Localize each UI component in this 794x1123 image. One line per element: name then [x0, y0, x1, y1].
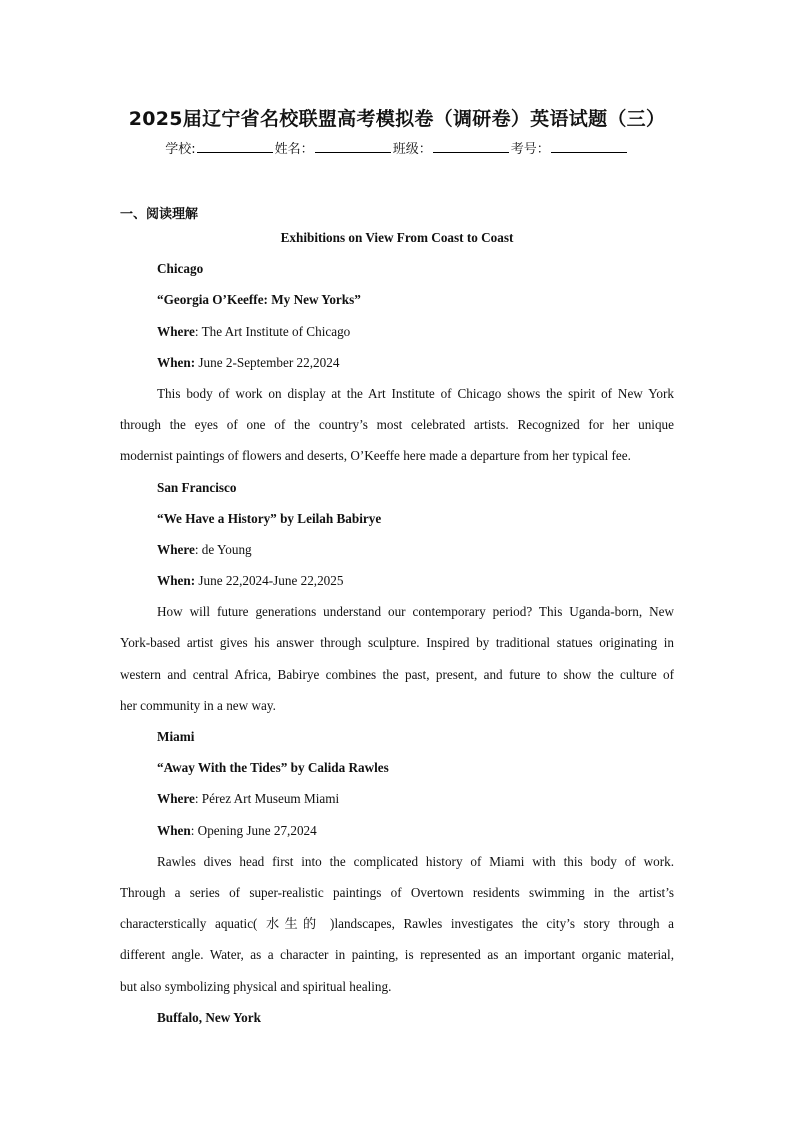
school-label: 学校: [165, 142, 196, 157]
exhibit-when [120, 565, 674, 596]
exhibit-city: Chicago [157, 261, 204, 277]
paragraph-line: modernist paintings of flowers and deserts, O’Keeffe here made a departure from her typical fee. [120, 448, 631, 464]
student-info-line [0, 138, 794, 157]
class-blank[interactable] [433, 140, 509, 153]
when-label: When: [157, 573, 196, 589]
exhibit-name: “Away With the Tides” by Calida Rawles [157, 760, 389, 776]
exhibit-when [120, 347, 674, 378]
exhibit-city: San Francisco [157, 479, 237, 495]
page-title: 2025届辽宁省名校联盟高考模拟卷（调研卷）英语试题（三） [128, 108, 666, 130]
exhibit-where [120, 783, 674, 814]
where-label: Where [157, 541, 195, 557]
name-label: 姓名： [274, 142, 314, 157]
exhibit-where [120, 534, 674, 565]
exam-no-label: 考号： [510, 142, 550, 157]
when-value: June 2-September 22,2024 [195, 354, 340, 370]
where-label: Where [157, 791, 195, 807]
paragraph-line: through the eyes of one of the country’s most celebrated artists. Recognized for her unique [120, 417, 674, 433]
section-heading: 一、阅读理解 [120, 207, 199, 222]
where-label: Where [157, 323, 195, 339]
where-value: : The Art Institute of Chicago [194, 323, 351, 339]
exam-no-blank[interactable] [551, 140, 627, 153]
paragraph-line: western and central Africa, Babirye combines the past, present, and future to show the culture of [120, 666, 674, 682]
exhibit-city: Miami [157, 729, 195, 744]
where-value: : de Young [194, 541, 252, 557]
paragraph-line: This body of work on display at the Art Institute of Chicago shows the spirit of New York [157, 385, 674, 401]
name-blank[interactable] [315, 140, 391, 153]
exhibit-city: Buffalo, New York [157, 1009, 261, 1025]
exhibit-name: “We Have a History” by Leilah Babirye [157, 510, 382, 526]
paragraph-line: but also symbolizing physical and spiritual healing. [120, 978, 392, 994]
when-value: June 22,2024-June 22,2025 [195, 573, 344, 589]
paragraph-line: Through a series of super-realistic paintings of Overtown residents swimming in the artist’s [120, 884, 674, 900]
paragraph-line: different angle. Water, as a character in painting, is represented as an important organic material, [120, 947, 674, 963]
paragraph-line: Rawles dives head first into the complicated history of Miami with this body of work. [157, 853, 674, 869]
paragraph-line: her community in a new way. [120, 697, 276, 713]
where-value: : Pérez Art Museum Miami [194, 791, 340, 807]
exhibit-where [120, 316, 674, 347]
article-title: Exhibitions on View From Coast to Coast [280, 230, 514, 245]
school-blank[interactable] [197, 140, 273, 153]
when-label: When [157, 822, 191, 838]
paragraph-line: York-based artist gives his answer through sculpture. Inspired by traditional statues originating in [120, 635, 674, 651]
exhibit-name: “Georgia O’Keeffe: My New Yorks” [157, 292, 361, 308]
when-label: When: [157, 354, 196, 370]
paragraph-line: How will future generations understand our contemporary period? This Uganda-born, New [157, 604, 674, 620]
class-label: 班级： [392, 142, 432, 157]
exhibit-when [120, 815, 674, 846]
reading-passage [120, 222, 674, 1033]
when-value: : Opening June 27,2024 [190, 822, 317, 838]
paragraph-line: characterstically aquatic( 水生的 )landscapes, Rawles investigates the city’s story through a [120, 916, 674, 932]
